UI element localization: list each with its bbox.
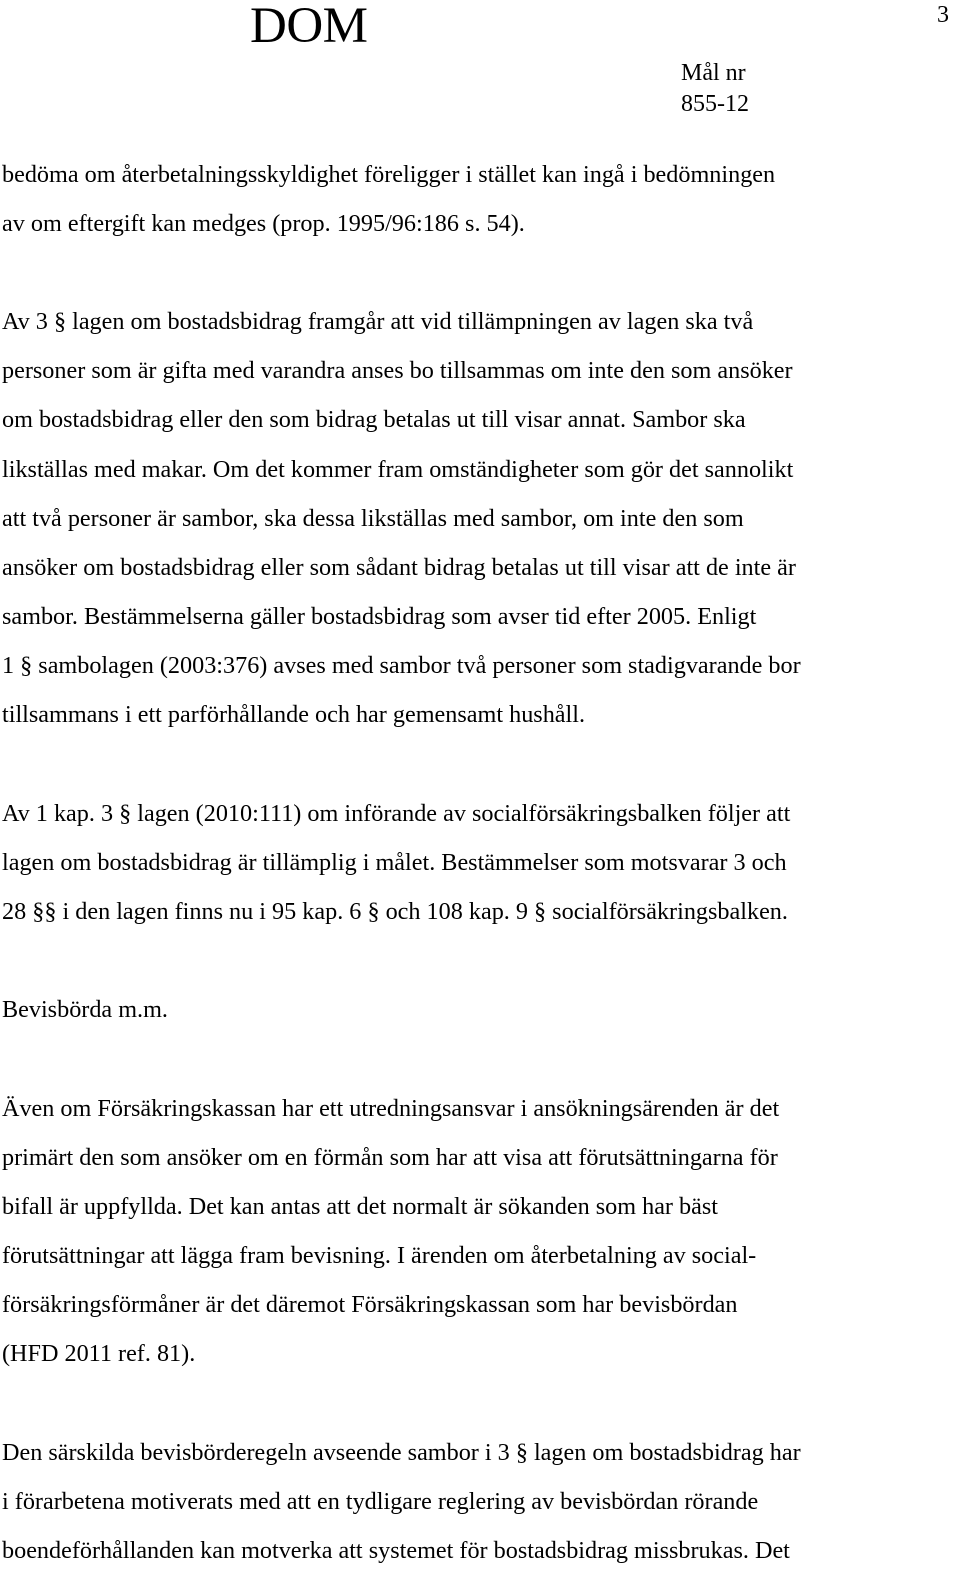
body-line: försäkringsförmåner är det däremot Försäkringskassan som har bevisbördan: [2, 1291, 738, 1318]
page-number: 3: [937, 2, 949, 28]
body-line: att två personer är sambor, ska dessa likställas med sambor, om inte den som: [2, 505, 744, 532]
case-number: 855-12: [681, 91, 749, 117]
body-line: lagen om bostadsbidrag är tillämplig i målet. Bestämmelser som motsvarar 3 och: [2, 849, 787, 876]
body-line: av om eftergift kan medges (prop. 1995/96:186 s. 54).: [2, 210, 525, 237]
body-line: sambor. Bestämmelserna gäller bostadsbidrag som avser tid efter 2005. Enligt: [2, 603, 757, 630]
body-line: Av 3 § lagen om bostadsbidrag framgår att vid tillämpningen av lagen ska två: [2, 308, 754, 335]
case-label: Mål nr: [681, 60, 746, 86]
body-line: bedöma om återbetalningsskyldighet föreligger i stället kan ingå i bedömningen: [2, 161, 776, 188]
body-line: primärt den som ansöker om en förmån som har att visa att förutsättningarna för: [2, 1144, 778, 1171]
body-line: om bostadsbidrag eller den som bidrag betalas ut till visar annat. Sambor ska: [2, 406, 746, 433]
body-line: likställas med makar. Om det kommer fram omständigheter som gör det sannolikt: [2, 456, 794, 483]
case-number-block: [681, 58, 749, 120]
body-line: i förarbetena motiverats med att en tydligare reglering av bevisbördan rörande: [2, 1488, 759, 1515]
body-line: Den särskilda bevisbörderegeln avseende sambor i 3 § lagen om bostadsbidrag har: [2, 1439, 801, 1466]
body-line: boendeförhållanden kan motverka att systemet för bostadsbidrag missbrukas. Det: [2, 1537, 790, 1564]
document-title: DOM: [250, 0, 368, 54]
body-line: förutsättningar att lägga fram bevisning. I ärenden om återbetalning av social-: [2, 1242, 757, 1269]
body-line: (HFD 2011 ref. 81).: [2, 1340, 196, 1367]
section-heading: Bevisbörda m.m.: [2, 996, 168, 1023]
body-line: tillsammans i ett parförhållande och har gemensamt hushåll.: [2, 701, 586, 728]
body-line: ansöker om bostadsbidrag eller som sådant bidrag betalas ut till visar att de inte är: [2, 554, 796, 581]
body-line: 28 §§ i den lagen finns nu i 95 kap. 6 § och 108 kap. 9 § socialförsäkringsbalken.: [2, 898, 788, 925]
body-line: Även om Försäkringskassan har ett utredningsansvar i ansökningsärenden är det: [2, 1095, 780, 1122]
body-line: 1 § sambolagen (2003:376) avses med sambor två personer som stadigvarande bor: [2, 652, 801, 679]
body-line: Av 1 kap. 3 § lagen (2010:111) om införande av socialförsäkringsbalken följer att: [2, 800, 791, 827]
body-line: personer som är gifta med varandra anses bo tillsammas om inte den som ansöker: [2, 357, 793, 384]
body-line: bifall är uppfyllda. Det kan antas att det normalt är sökanden som har bäst: [2, 1193, 718, 1220]
